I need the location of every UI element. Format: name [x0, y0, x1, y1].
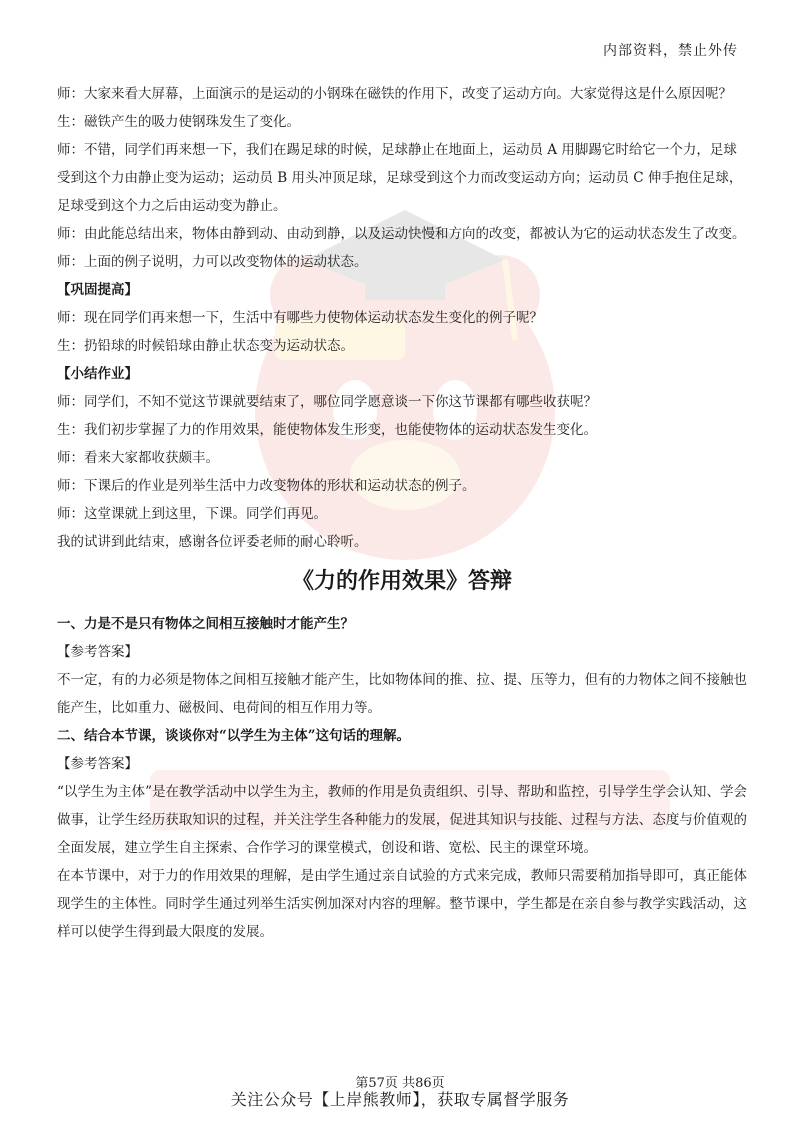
- answer-paragraph: 在本节课中，对于力的作用效果的理解，是由学生通过亲自试验的方式来完成，教师只需要稍加指导即可，真正能体现学生的主体性。同时学生通过列举生活实例加深对内容的理解。整节课中，学生都是在亲自参与教学实践活动，这样可以使学生得到最大限度的发展。: [57, 868, 747, 940]
- dialogue-line: 师：下课后的作业是列举生活中力改变物体的形状和运动状态的例子。: [57, 478, 476, 494]
- dialogue-line: 师：由此能总结出来，物体由静到动、由动到静，以及运动快慢和方向的改变，都被认为它的运动状态发生了改变。: [57, 226, 746, 242]
- section-heading-consolidate: 【巩固提高】: [57, 282, 138, 298]
- dialogue-line: 生：磁铁产生的吸力使钢珠发生了变化。: [57, 114, 300, 130]
- page-number: 第57页 共86页: [355, 1076, 445, 1091]
- answer-paragraph: “以学生为主体”是在教学活动中以学生为主，教师的作用是负责组织、引导、帮助和监控，引导学生学会认知、学会做事，让学生经历获取知识的过程，并关注学生各种能力的发展，促进其知识与技能、过程与方法、态度与价值观的全面发展，建立学生自主探索、合作学习的课堂模式，创设和谐、宽松、民主的课堂环境。: [57, 784, 747, 856]
- defense-title: 《力的作用效果》答辩: [291, 569, 512, 594]
- section-heading-summary: 【小结作业】: [57, 366, 138, 382]
- dialogue-line: 师：不错，同学们再来想一下，我们在踢足球的时候，足球静止在地面上，运动员 A 用脚踢它时给它一个力，足球受到这个力由静止变为运动；运动员 B 用头冲顶足球，足球受到这个力而改变运动方向；运动员 C 伸手抱住足球，足球受到这个力之后由运动变为静止。: [57, 142, 743, 214]
- answer-label: 【参考答案】: [57, 756, 138, 772]
- answer-label: 【参考答案】: [57, 644, 138, 660]
- defense-question-1: 一、力是不是只有物体之间相互接触时才能产生？: [57, 616, 354, 632]
- dialogue-line: 师：上面的例子说明，力可以改变物体的运动状态。: [57, 254, 368, 270]
- main-content: [57, 80, 747, 946]
- footer-promo: 关注公众号【上岸熊教师】，获取专属督学服务: [230, 1090, 570, 1109]
- dialogue-line: 师：同学们，不知不觉这节课就要结束了，哪位同学愿意谈一下你这节课都有哪些收获呢？: [57, 394, 597, 410]
- confidential-note: 内部资料，禁止外传: [603, 43, 738, 59]
- dialogue-line: 师：这堂课就上到这里，下课。同学们再见。: [57, 506, 327, 522]
- defense-question-2: 二、结合本节课，谈谈你对“以学生为主体”这句话的理解。: [57, 728, 411, 744]
- dialogue-line: 生：扔铅球的时候铅球由静止状态变为运动状态。: [57, 338, 354, 354]
- dialogue-line: 我的试讲到此结束，感谢各位评委老师的耐心聆听。: [57, 534, 368, 550]
- answer-paragraph: 不一定，有的力必须是物体之间相互接触才能产生，比如物体间的推、拉、提、压等力，但有的力物体之间不接触也能产生，比如重力、磁极间、电荷间的相互作用力等。: [57, 672, 747, 716]
- dialogue-line: 生：我们初步掌握了力的作用效果，能使物体发生形变，也能使物体的运动状态发生变化。: [57, 422, 597, 438]
- dialogue-line: 师：大家来看大屏幕，上面演示的是运动的小钢珠在磁铁的作用下，改变了运动方向。大家觉得这是什么原因呢？: [57, 86, 732, 102]
- dialogue-line: 师：现在同学们再来想一下，生活中有哪些力使物体运动状态发生变化的例子呢？: [57, 310, 543, 326]
- dialogue-line: 师：看来大家都收获颇丰。: [57, 450, 219, 466]
